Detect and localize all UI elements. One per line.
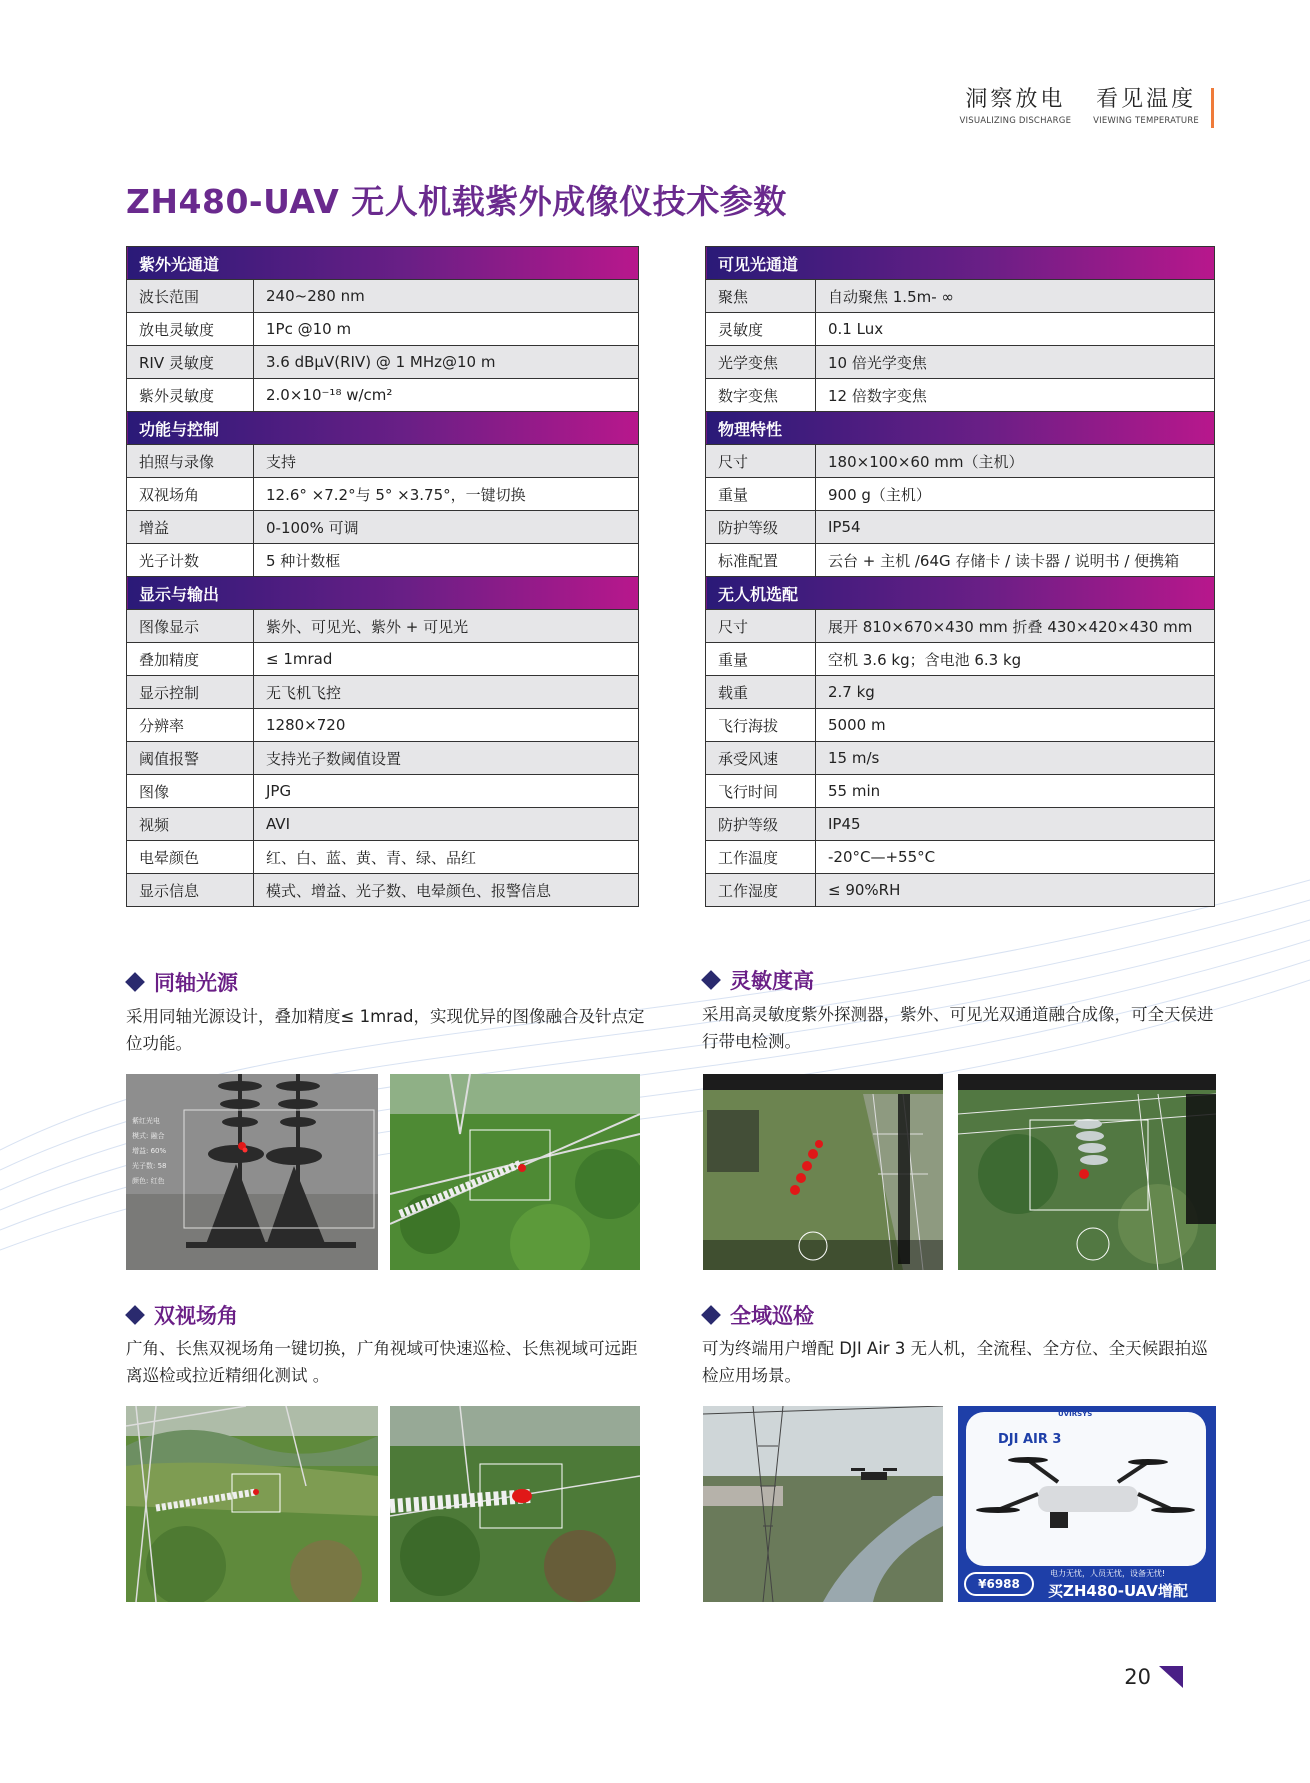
slogan-cn: 看见温度 — [1096, 87, 1197, 112]
spec-label: 波长范围 — [127, 280, 254, 313]
feature-desc: 广角、长焦双视场角一键切换，广角视域可快速巡检、长焦视域可远距离巡检或拉近精细化测试 。 — [126, 1339, 638, 1385]
spec-label: 尺寸 — [706, 610, 816, 643]
diamond-bullet-icon — [125, 972, 145, 992]
page-number — [1124, 1665, 1183, 1689]
page-title: ZH480-UAV 无人机载紫外成像仪技术参数 — [126, 182, 787, 221]
section-header: 无人机选配 — [706, 577, 1215, 610]
spec-label: 视频 — [127, 808, 254, 841]
ad-model: DJI AIR 3 — [998, 1432, 1062, 1447]
spec-label: 飞行时间 — [706, 775, 816, 808]
spec-label: 图像显示 — [127, 610, 254, 643]
spec-label: 显示信息 — [127, 874, 254, 907]
feature-title: 双视场角 — [154, 1304, 238, 1328]
spec-value: 红、白、蓝、黄、青、绿、品红 — [254, 841, 639, 874]
section-header: 可见光通道 — [706, 247, 1215, 280]
diamond-bullet-icon — [125, 1305, 145, 1325]
spec-value: 空机 3.6 kg；含电池 6.3 kg — [816, 643, 1215, 676]
osd-text: 58 — [157, 1162, 167, 1170]
feature-heading-inspection — [700, 1300, 814, 1330]
photo-drone-river — [703, 1406, 943, 1602]
slogan-cn: 洞察放电 — [965, 87, 1066, 112]
spec-label: 聚焦 — [706, 280, 816, 313]
corner-triangle-icon — [1159, 1666, 1183, 1688]
osd-text: 融合 — [150, 1132, 165, 1140]
spec-value: 900 g（主机） — [816, 478, 1215, 511]
feature-title: 同轴光源 — [154, 971, 238, 995]
spec-label: 光学变焦 — [706, 346, 816, 379]
spec-label: 飞行海拔 — [706, 709, 816, 742]
spec-value: 10 倍光学变焦 — [816, 346, 1215, 379]
osd-text: 模式: — [132, 1132, 149, 1140]
spec-label: 紫外灵敏度 — [127, 379, 254, 412]
spec-value: ≤ 90%RH — [816, 874, 1215, 907]
right-spec-table — [705, 246, 1215, 907]
spec-label: 分辨率 — [127, 709, 254, 742]
ad-tagline: 电力无忧，人员无忧，设备无忧! — [1050, 1569, 1166, 1578]
osd-text: 红色 — [150, 1177, 165, 1185]
section-header: 功能与控制 — [127, 412, 639, 445]
section-header: 物理特性 — [706, 412, 1215, 445]
ad-dji-air3 — [958, 1406, 1216, 1602]
spec-label: 尺寸 — [706, 445, 816, 478]
brand-logo-text: UVIRSYS — [1058, 1410, 1093, 1418]
osd-text: 60% — [150, 1147, 167, 1155]
feature-desc: 采用高灵敏度紫外探测器，紫外、可见光双通道融合成像，可全天侯进行带电检测。 — [702, 1005, 1214, 1051]
spec-label: 灵敏度 — [706, 313, 816, 346]
spec-value: 12 倍数字变焦 — [816, 379, 1215, 412]
spec-label: 双视场角 — [127, 478, 254, 511]
spec-value: 12.6° ×7.2°与 5° ×3.75°，一键切换 — [254, 478, 639, 511]
spec-value: 紫外、可见光、紫外 + 可见光 — [254, 610, 639, 643]
spec-value: 55 min — [816, 775, 1215, 808]
spec-label: 电晕颜色 — [127, 841, 254, 874]
spec-label: 工作温度 — [706, 841, 816, 874]
spec-value: -20°C—+55°C — [816, 841, 1215, 874]
spec-value: 自动聚焦 1.5m- ∞ — [816, 280, 1215, 313]
spec-value: 15 m/s — [816, 742, 1215, 775]
spec-label: 防护等级 — [706, 511, 816, 544]
feature-desc: 采用同轴光源设计，叠加精度≤ 1mrad，实现优异的图像融合及针点定位功能。 — [126, 1007, 645, 1053]
feature-heading-sensitivity — [700, 965, 814, 995]
spec-label: 标准配置 — [706, 544, 816, 577]
spec-label: 显示控制 — [127, 676, 254, 709]
spec-value: 5 种计数框 — [254, 544, 639, 577]
spec-value: 模式、增益、光子数、电晕颜色、报警信息 — [254, 874, 639, 907]
diamond-bullet-icon — [701, 970, 721, 990]
photo-insulator-aerial — [390, 1074, 640, 1270]
spec-value: 240~280 nm — [254, 280, 639, 313]
slogan-en: VISUALIZING DISCHARGE — [959, 116, 1072, 126]
spec-value: 3.6 dBμV(RIV) @ 1 MHz@10 m — [254, 346, 639, 379]
spec-value: 展开 810×670×430 mm 折叠 430×420×430 mm — [816, 610, 1215, 643]
spec-value: 1280×720 — [254, 709, 639, 742]
spec-label: 重量 — [706, 643, 816, 676]
feature-title: 全域巡检 — [730, 1304, 814, 1328]
ad-cta: 买ZH480-UAV增配 — [1048, 1582, 1188, 1600]
spec-label: 工作湿度 — [706, 874, 816, 907]
spec-value: 0.1 Lux — [816, 313, 1215, 346]
spec-label: 图像 — [127, 775, 254, 808]
osd-text: 光子数: — [132, 1162, 156, 1170]
photo-insulator-uv — [126, 1074, 378, 1270]
photo-wide-angle — [126, 1406, 378, 1602]
osd-text: 增益: — [132, 1147, 149, 1155]
spec-value: 1Pc @10 m — [254, 313, 639, 346]
spec-label: 拍照与录像 — [127, 445, 254, 478]
spec-value: 支持 — [254, 445, 639, 478]
page-number-text: 20 — [1124, 1665, 1151, 1689]
spec-label: 重量 — [706, 478, 816, 511]
spec-label: 光子计数 — [127, 544, 254, 577]
feature-heading-coaxial — [124, 967, 238, 997]
header-accent-bar — [1211, 88, 1214, 128]
osd-text: 颜色: — [132, 1177, 149, 1185]
osd-overlay — [132, 1114, 167, 1189]
slogan-visualizing — [960, 86, 1072, 126]
spec-value: 5000 m — [816, 709, 1215, 742]
spec-label: 放电灵敏度 — [127, 313, 254, 346]
feature-heading-dual-fov — [124, 1300, 238, 1330]
spec-value: 无飞机飞控 — [254, 676, 639, 709]
feature-desc: 可为终端用户增配 DJI Air 3 无人机，全流程、全方位、全天候跟拍巡检应用场景。 — [702, 1339, 1208, 1385]
ad-price: ¥6988 — [964, 1572, 1034, 1596]
spec-value: 180×100×60 mm（主机） — [816, 445, 1215, 478]
spec-value: AVI — [254, 808, 639, 841]
spec-value: ≤ 1mrad — [254, 643, 639, 676]
spec-value: 2.7 kg — [816, 676, 1215, 709]
spec-label: 防护等级 — [706, 808, 816, 841]
slogan-en: VIEWING TEMPERATURE — [1093, 116, 1199, 126]
left-spec-table — [126, 246, 639, 907]
spec-label: 承受风速 — [706, 742, 816, 775]
spec-value: JPG — [254, 775, 639, 808]
spec-value: 云台 + 主机 /64G 存储卡 / 读卡器 / 说明书 / 便携箱 — [816, 544, 1215, 577]
spec-label: RIV 灵敏度 — [127, 346, 254, 379]
page-header — [938, 86, 1214, 128]
spec-label: 阈值报警 — [127, 742, 254, 775]
spec-label: 增益 — [127, 511, 254, 544]
spec-value: IP45 — [816, 808, 1215, 841]
spec-label: 载重 — [706, 676, 816, 709]
diamond-bullet-icon — [701, 1305, 721, 1325]
photo-app-screen-2 — [958, 1074, 1216, 1270]
spec-label: 数字变焦 — [706, 379, 816, 412]
spec-value: 支持光子数阈值设置 — [254, 742, 639, 775]
section-header: 显示与输出 — [127, 577, 639, 610]
spec-value: 0-100% 可调 — [254, 511, 639, 544]
feature-title: 灵敏度高 — [730, 969, 814, 993]
osd-text: 紫红光电 — [132, 1117, 160, 1125]
spec-label: 叠加精度 — [127, 643, 254, 676]
spec-value: IP54 — [816, 511, 1215, 544]
spec-value: 2.0×10⁻¹⁸ w/cm² — [254, 379, 639, 412]
slogan-viewing — [1093, 86, 1199, 126]
photo-telephoto — [390, 1406, 640, 1602]
photo-app-screen-1 — [703, 1074, 943, 1270]
section-header: 紫外光通道 — [127, 247, 639, 280]
